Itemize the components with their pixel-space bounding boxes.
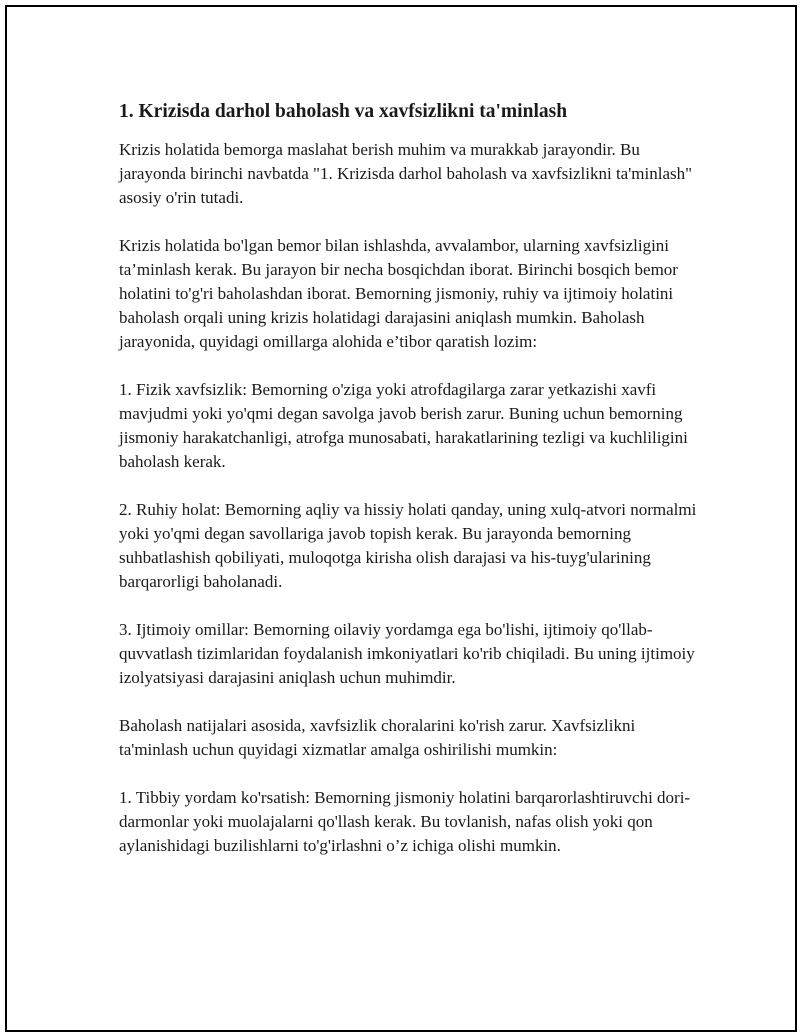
paragraph-safety-assessment: Krizis holatida bo'lgan bemor bilan ishlashda, avvalambor, ularning xavfsizligini ta’minlash kerak. Bu jarayon bir necha bosqichdan iborat. Birinchi bosqich bemor holatini to'g'ri baholashdan iborat. Bemorning jismoniy, ruhiy va ijtimoiy holatini baholash orqali uning krizis holatidagi darajasini aniqlash mumkin. Baholash jarayonida, quyidagi omillarga alohida e’tibor qaratish lozim:	[119, 236, 678, 351]
paragraph-medical-help: 1. Tibbiy yordam ko'rsatish: Bemorning jismoniy holatini barqarorlashtiruvchi dori-darmonlar yoki muolajalarni qo'llash kerak. Bu tovlanish, nafas olish yoki qon aylanishidagi buzilishlarni to'g'irlashni o’z ichiga olishi mumkin.	[119, 788, 691, 855]
paragraph-intro: Krizis holatida bemorga maslahat berish muhim va murakkab jarayondir. Bu jarayonda birinchi navbatda "1. Krizisda darhol baholash va xavfsizlikni ta'minlash" asosiy o'rin tutadi.	[119, 140, 693, 207]
paragraph-safety-measures: Baholash natijalari asosida, xavfsizlik choralarini ko'rish zarur. Xavfsizlikni ta'minlash uchun quyidagi xizmatlar amalga oshirilishi mumkin:	[119, 716, 636, 759]
paragraph-social-factors: 3. Ijtimoiy omillar: Bemorning oilaviy yordamga ega bo'lishi, ijtimoiy qo'llab-quvvatlash tizimlaridan foydalanish imkoniyatlari ko'rib chiqiladi. Bu uning ijtimoiy izolyatsiyasi darajasini aniqlash uchun muhimdir.	[119, 620, 695, 687]
document-body	[119, 99, 699, 882]
paragraph-mental-state: 2. Ruhiy holat: Bemorning aqliy va hissiy holati qanday, uning xulq-atvori normalmi yoki yo'qmi degan savollariga javob topish kerak. Bu jarayonda bemorning suhbatlashish qobiliyati, muloqotga kirisha olish darajasi va his-tuyg'ularining barqarorligi baholanadi.	[119, 500, 697, 591]
document-title: 1. Krizisda darhol baholash va xavfsizlikni ta'minlash	[119, 101, 568, 122]
page-frame	[5, 5, 797, 1032]
paragraph-physical-safety: 1. Fizik xavfsizlik: Bemorning o'ziga yoki atrofdagilarga zarar yetkazishi xavfi mavjudmi yoki yo'qmi degan savolga javob berish zarur. Buning uchun bemorning jismoniy harakatchanligi, atrofga munosabati, harakatlarining tezligi va kuchliligini baholash kerak.	[119, 380, 688, 471]
